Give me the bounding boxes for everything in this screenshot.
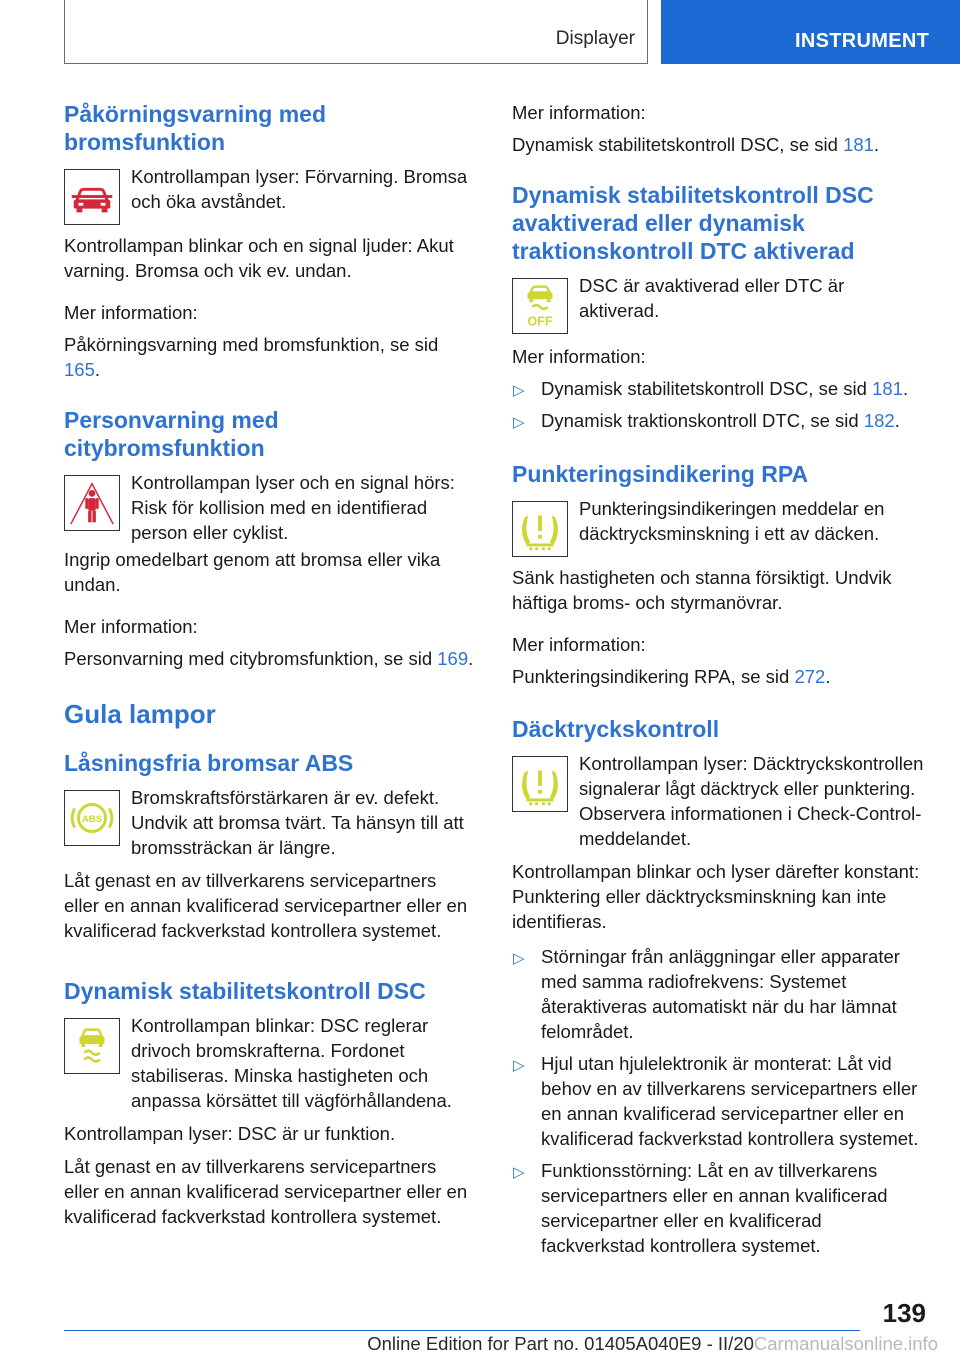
collision-warning-text-1: Kontrollampan lyser: Förvarning. Bromsa och öka avståndet.: [131, 166, 468, 212]
ref-text: Dynamisk stabilitetskontroll DSC, se sid: [512, 134, 838, 155]
ref-end: .: [902, 378, 909, 399]
page-number: 139: [882, 1298, 926, 1328]
page-link-165[interactable]: 165: [64, 359, 95, 380]
section-title-yellow-lamps: Gula lampor: [64, 699, 216, 729]
more-info-label: Mer information:: [512, 102, 646, 123]
ref-text: Dynamisk stabilitetskontroll DSC, se sid: [541, 378, 867, 399]
dsc-off-text-1: DSC är avaktiverad eller DTC är aktiverad.: [579, 275, 845, 321]
rpa-text-1: Punkteringsindikeringen meddelar en däcktrycksminskning i ett av däcken.: [579, 498, 885, 544]
ref-text: Påkörningsvarning med bromsfunktion, se sid: [64, 334, 439, 355]
edition-text: Online Edition for Part no. 01405A040E9 - II/20: [367, 1333, 754, 1354]
page-link-182[interactable]: 182: [863, 410, 895, 431]
pedestrian-warning-text-2: Ingrip omedelbart genom att bromsa eller vika undan.: [64, 549, 441, 595]
section-title-abs: Låsningsfria bromsar ABS: [64, 750, 354, 776]
svg-text:ABS: ABS: [81, 813, 103, 825]
page-link-169[interactable]: 169: [437, 648, 469, 669]
watermark: Carmanualsonline.info: [753, 1333, 938, 1354]
section-title-collision-warning: Påkörningsvarning med bromsfunktion: [64, 101, 327, 155]
car-collision-warning-icon: [64, 169, 120, 225]
section-title-tire-pressure-control: Däcktryckskontroll: [512, 716, 720, 742]
abs-text-2: Låt genast en av tillverkarens servicepartners eller en annan kvalificerad servicepartner eller en kvalificerad fackverkstad kontrollera systemet.: [64, 870, 468, 941]
pedestrian-warning-block: [64, 470, 476, 545]
list-item-text: Störningar från anläggningar eller apparater med samma radiofrekvens: Systemet återaktiveras automatiskt när du har lämnat felområdet.: [541, 946, 900, 1042]
ref-end: .: [94, 359, 101, 380]
abs-block: [64, 785, 476, 860]
dsc-off-block: [512, 273, 924, 334]
rpa-text-2: Sänk hastigheten och stanna försiktigt. Undvik häftiga broms- och styrmanövrar.: [512, 567, 892, 613]
section-title-rpa: Punkteringsindikering RPA: [512, 461, 809, 487]
footer-divider: [64, 1330, 860, 1331]
tire-pressure-icon: [512, 756, 568, 812]
left-column: [64, 100, 476, 1229]
header-frame: [64, 0, 648, 64]
ref-text: Punkteringsindikering RPA, se sid: [512, 666, 790, 687]
dsc-text-1: Kontrollampan blinkar: DSC reglerar drivoch bromskrafterna. Fordonet stabiliseras. Minska hastigheten och anpassa körsättet till vägförhållandena.: [131, 1015, 452, 1111]
bullet-triangle-icon: ▷: [513, 950, 525, 967]
footer: [367, 1333, 938, 1355]
section-title-dsc: Dynamisk stabilitetskontroll DSC: [64, 978, 426, 1004]
list-item-text: Hjul utan hjulelektronik är monterat: Låt vid behov en av tillverkarens servicepartners eller en annan kvalificerad servicepartner eller en kvalificerad fackverkstad kontrollera systemet.: [541, 1053, 919, 1149]
list-item: [512, 1158, 924, 1258]
bullet-triangle-icon: ▷: [513, 382, 525, 399]
abs-text-1: Bromskraftsförstärkaren är ev. defekt. Undvik att bromsa tvärt. Ta hänsyn till att bromssträckan är längre.: [131, 787, 464, 858]
header-chapter-tab[interactable]: INSTRUMENT: [661, 0, 960, 64]
bullet-triangle-icon: ▷: [513, 1057, 525, 1074]
collision-warning-text-2: Kontrollampan blinkar och en signal ljuder: Akut varning. Bromsa och vik ev. undan.: [64, 235, 454, 281]
dsc-off-ref-list: [512, 376, 924, 433]
dsc-icon: [64, 1018, 120, 1074]
dsc-block: [64, 1013, 476, 1113]
ref-end: .: [825, 666, 831, 687]
svg-text:OFF: OFF: [527, 314, 553, 329]
tire-pressure-text-1: Kontrollampan lyser: Däcktryckskontrollen signalerar lågt däcktryck eller punktering. Observera informationen i Check-Control-meddelandet.: [579, 753, 924, 849]
bullet-triangle-icon: ▷: [513, 1164, 525, 1181]
list-item: [512, 1051, 924, 1151]
ref-end: .: [894, 410, 900, 431]
page-link-272[interactable]: 272: [794, 666, 826, 687]
more-info-label: Mer information:: [64, 616, 198, 637]
ref-text: Dynamisk traktionskontroll DTC, se sid: [541, 410, 859, 431]
more-info-label: Mer information:: [512, 346, 646, 367]
list-item: [512, 408, 924, 433]
tire-pressure-text-2: Kontrollampan blinkar och lyser därefter konstant: Punktering eller däcktrycksminskning kan inte identifieras.: [512, 861, 920, 932]
pedestrian-warning-icon: [64, 475, 120, 531]
page-link-181[interactable]: 181: [872, 378, 903, 399]
header-section-label: Displayer: [555, 28, 635, 49]
ref-end: .: [873, 134, 880, 155]
rpa-block: [512, 496, 924, 557]
right-column: [512, 100, 924, 1258]
dsc-text-3: Låt genast en av tillverkarens servicepartners eller en annan kvalificerad servicepartner eller en kvalificerad fackverkstad kontrollera systemet.: [64, 1156, 468, 1227]
dsc-off-icon: [512, 278, 568, 334]
list-item-text: Funktionsstörning: Låt en av tillverkarens servicepartners eller en annan kvalificerad servicepartner eller en kvalificerad fackverkstad kontrollera systemet.: [541, 1160, 888, 1256]
section-title-pedestrian-warning: Personvarning med citybromsfunktion: [64, 407, 279, 461]
tire-pressure-control-block: [512, 751, 924, 851]
more-info-label: Mer information:: [512, 634, 646, 655]
tire-pressure-icon: [512, 501, 568, 557]
abs-icon: [64, 790, 120, 846]
dsc-text-2: Kontrollampan lyser: DSC är ur funktion.: [64, 1123, 396, 1144]
more-info-label: Mer information:: [64, 302, 198, 323]
section-title-dsc-off: Dynamisk stabilitetskontroll DSC avaktiverad eller dynamisk traktionskontroll DTC aktiverad: [512, 182, 874, 264]
page-link-181[interactable]: 181: [843, 134, 874, 155]
bullet-triangle-icon: ▷: [513, 414, 525, 431]
collision-warning-block: [64, 164, 476, 225]
list-item: [512, 376, 924, 401]
ref-text: Personvarning med citybromsfunktion, se sid: [64, 648, 433, 669]
ref-end: .: [468, 648, 474, 669]
pedestrian-warning-text-1: Kontrollampan lyser och en signal hörs: Risk för kollision med en identifierad person eller cyklist.: [131, 472, 455, 543]
list-item: [512, 944, 924, 1044]
tire-pressure-list: [512, 944, 924, 1258]
